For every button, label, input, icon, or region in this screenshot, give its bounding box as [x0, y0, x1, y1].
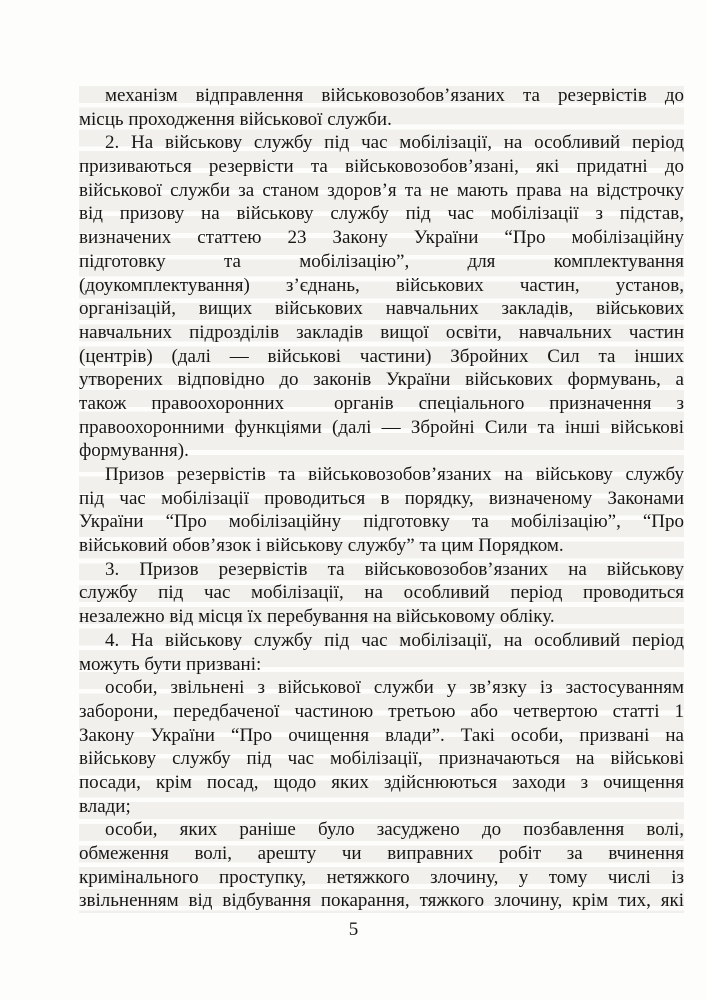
text-line: під час мобілізації проводиться в порядку, визначеному Законами [79, 487, 684, 509]
text-line: заборони, передбаченої частиною третьою або четвертою статті 1 [79, 700, 684, 722]
page-number: 5 [348, 919, 359, 940]
text-line: обмеження волі, арешту чи виправних робіт за вчинення [79, 843, 684, 864]
text-line: підготовку та мобілізацію”, для комплектування [79, 250, 684, 272]
text-line: від призову на військову службу під час мобілізації з підстав, [79, 203, 684, 225]
text-line: правоохоронними функціями (далі — Збройні Сили та інші військові [79, 416, 684, 438]
text-line: призиваються резервісти та військовозобов’язані, які придатні до [79, 156, 684, 178]
text-line: 4. На військову службу під час мобілізації, на особливий період [105, 629, 684, 651]
text-line: також правоохоронних органів спеціального призначення з [79, 392, 684, 414]
paragraph [79, 676, 684, 818]
text-line: формування). [79, 440, 189, 462]
text-line: навчальних підрозділів закладів вищої освіти, навчальних частин [79, 321, 684, 343]
paragraph [79, 463, 684, 558]
text-line: військовий обов’язок і військову службу” та цим Порядком. [79, 535, 564, 557]
text-line: службу під час мобілізації, на особливий період проводиться [79, 582, 684, 604]
text-line: організацій, вищих військових навчальних закладів, військових [79, 298, 684, 320]
text-line: звільненням від відбування покарання, тяжкого злочину, крім тих, які [79, 890, 684, 912]
paragraph [79, 558, 684, 629]
text-line: утворених відповідно до законів України військових формувань, а [79, 369, 684, 391]
document-text-block [79, 84, 684, 913]
text-line: механізм відправлення військовозобов’язаних та резервістів до [105, 85, 684, 106]
text-line: посади, крім посад, щодо яких здійснюються заходи з очищення [79, 771, 684, 793]
text-line: 3. Призов резервістів та військовозобов’язаних на військову [105, 558, 684, 580]
paragraph [79, 84, 684, 131]
text-line: кримінального проступку, нетяжкого злочину, у тому числі із [79, 866, 684, 888]
text-line: влади; [79, 795, 131, 817]
text-line: військову службу під час мобілізації, призначаються на військові [79, 748, 684, 770]
text-line: особи, яких раніше було засуджено до позбавлення волі, [105, 819, 684, 841]
text-line: (центрів) (далі — військові частини) Збройних Сил та інших [79, 345, 684, 367]
text-line: визначених статтею 23 Закону України “Про мобілізаційну [79, 227, 684, 249]
paragraph [79, 818, 684, 913]
text-line: Призов резервістів та військовозобов’язаних на військову службу [105, 464, 684, 485]
text-line: можуть бути призвані: [79, 653, 262, 675]
text-line: України “Про мобілізаційну підготовку та мобілізацію”, “Про [79, 511, 684, 533]
text-line: особи, звільнені з військової служби у зв’язку із застосуванням [105, 677, 684, 699]
text-line: військової служби за станом здоров’я та не мають права на відстрочку [79, 179, 684, 201]
paragraph [79, 131, 684, 463]
text-line: місць проходження військової служби. [79, 108, 392, 130]
text-line: незалежно від місця їх перебування на військовому обліку. [79, 606, 555, 628]
text-line: (доукомплектування) з’єднань, військових частин, установ, [79, 274, 684, 296]
paragraph [79, 629, 684, 676]
text-line: 2. На військову службу під час мобілізації, на особливий період [105, 132, 684, 154]
text-line: Закону України “Про очищення влади”. Такі особи, призвані на [79, 724, 684, 746]
